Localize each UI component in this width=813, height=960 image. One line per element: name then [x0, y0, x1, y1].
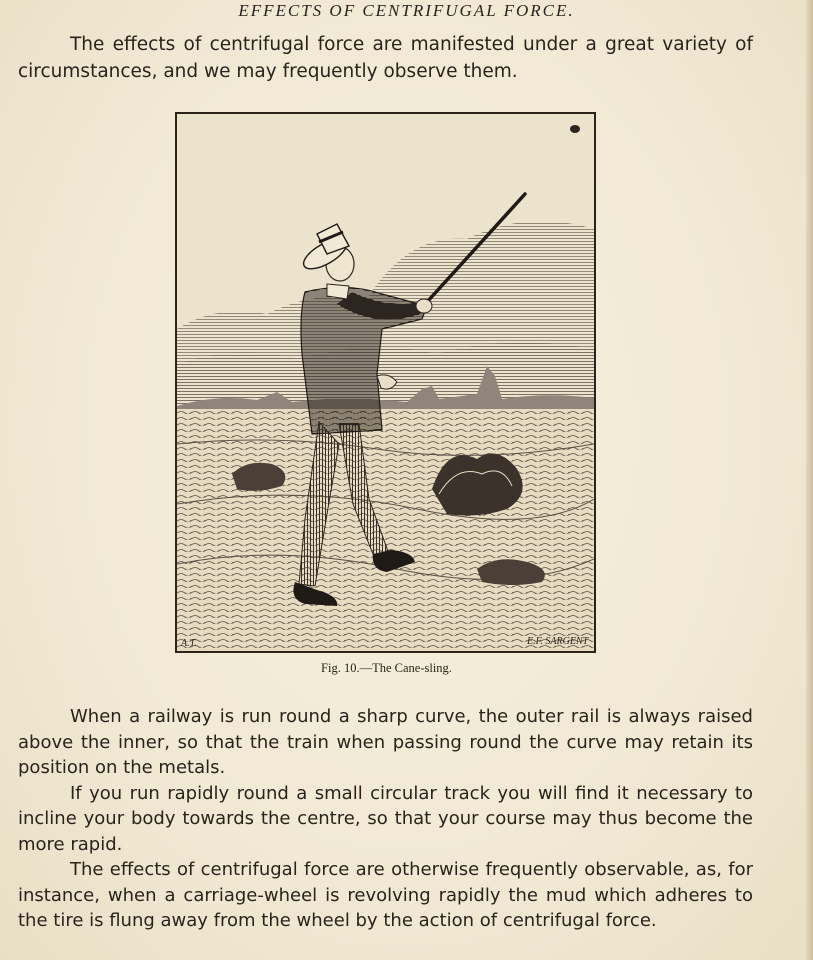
figure-caption: Fig. 10.—The Cane-sling. — [321, 661, 452, 675]
page-edge — [806, 0, 813, 960]
paragraph-circular-track: If you run rapidly round a small circular track you will find it necessary to incline your body towards the centre, so that your course may thus become the more rapid. — [18, 782, 753, 855]
running-head: EFFECTS OF CENTRIFUGAL FORCE. — [238, 1, 575, 20]
stone — [570, 125, 580, 133]
figure-cane-sling — [175, 112, 596, 653]
signature-right: E.F. SARGENT — [527, 636, 589, 647]
paragraph-railway: When a railway is run round a sharp curve, the outer rail is always raised above the inner, so that the train when passing round the curve may retain its position on the metals. — [18, 706, 753, 778]
paragraph-carriage-wheel: The effects of centrifugal force are otherwise frequently observable, as, for instance, when a carriage-wheel is revolving rapidly the mud which adheres to the tire is flung away from the wheel by the action of centrifugal force. — [18, 859, 753, 931]
signature-left: A.T. — [181, 638, 197, 649]
body-text — [18, 704, 753, 934]
engraving-illustration — [177, 114, 594, 651]
intro-paragraph: The effects of centrifugal force are manifested under a great variety of circumstances, and we may frequently observe them. — [18, 34, 753, 82]
